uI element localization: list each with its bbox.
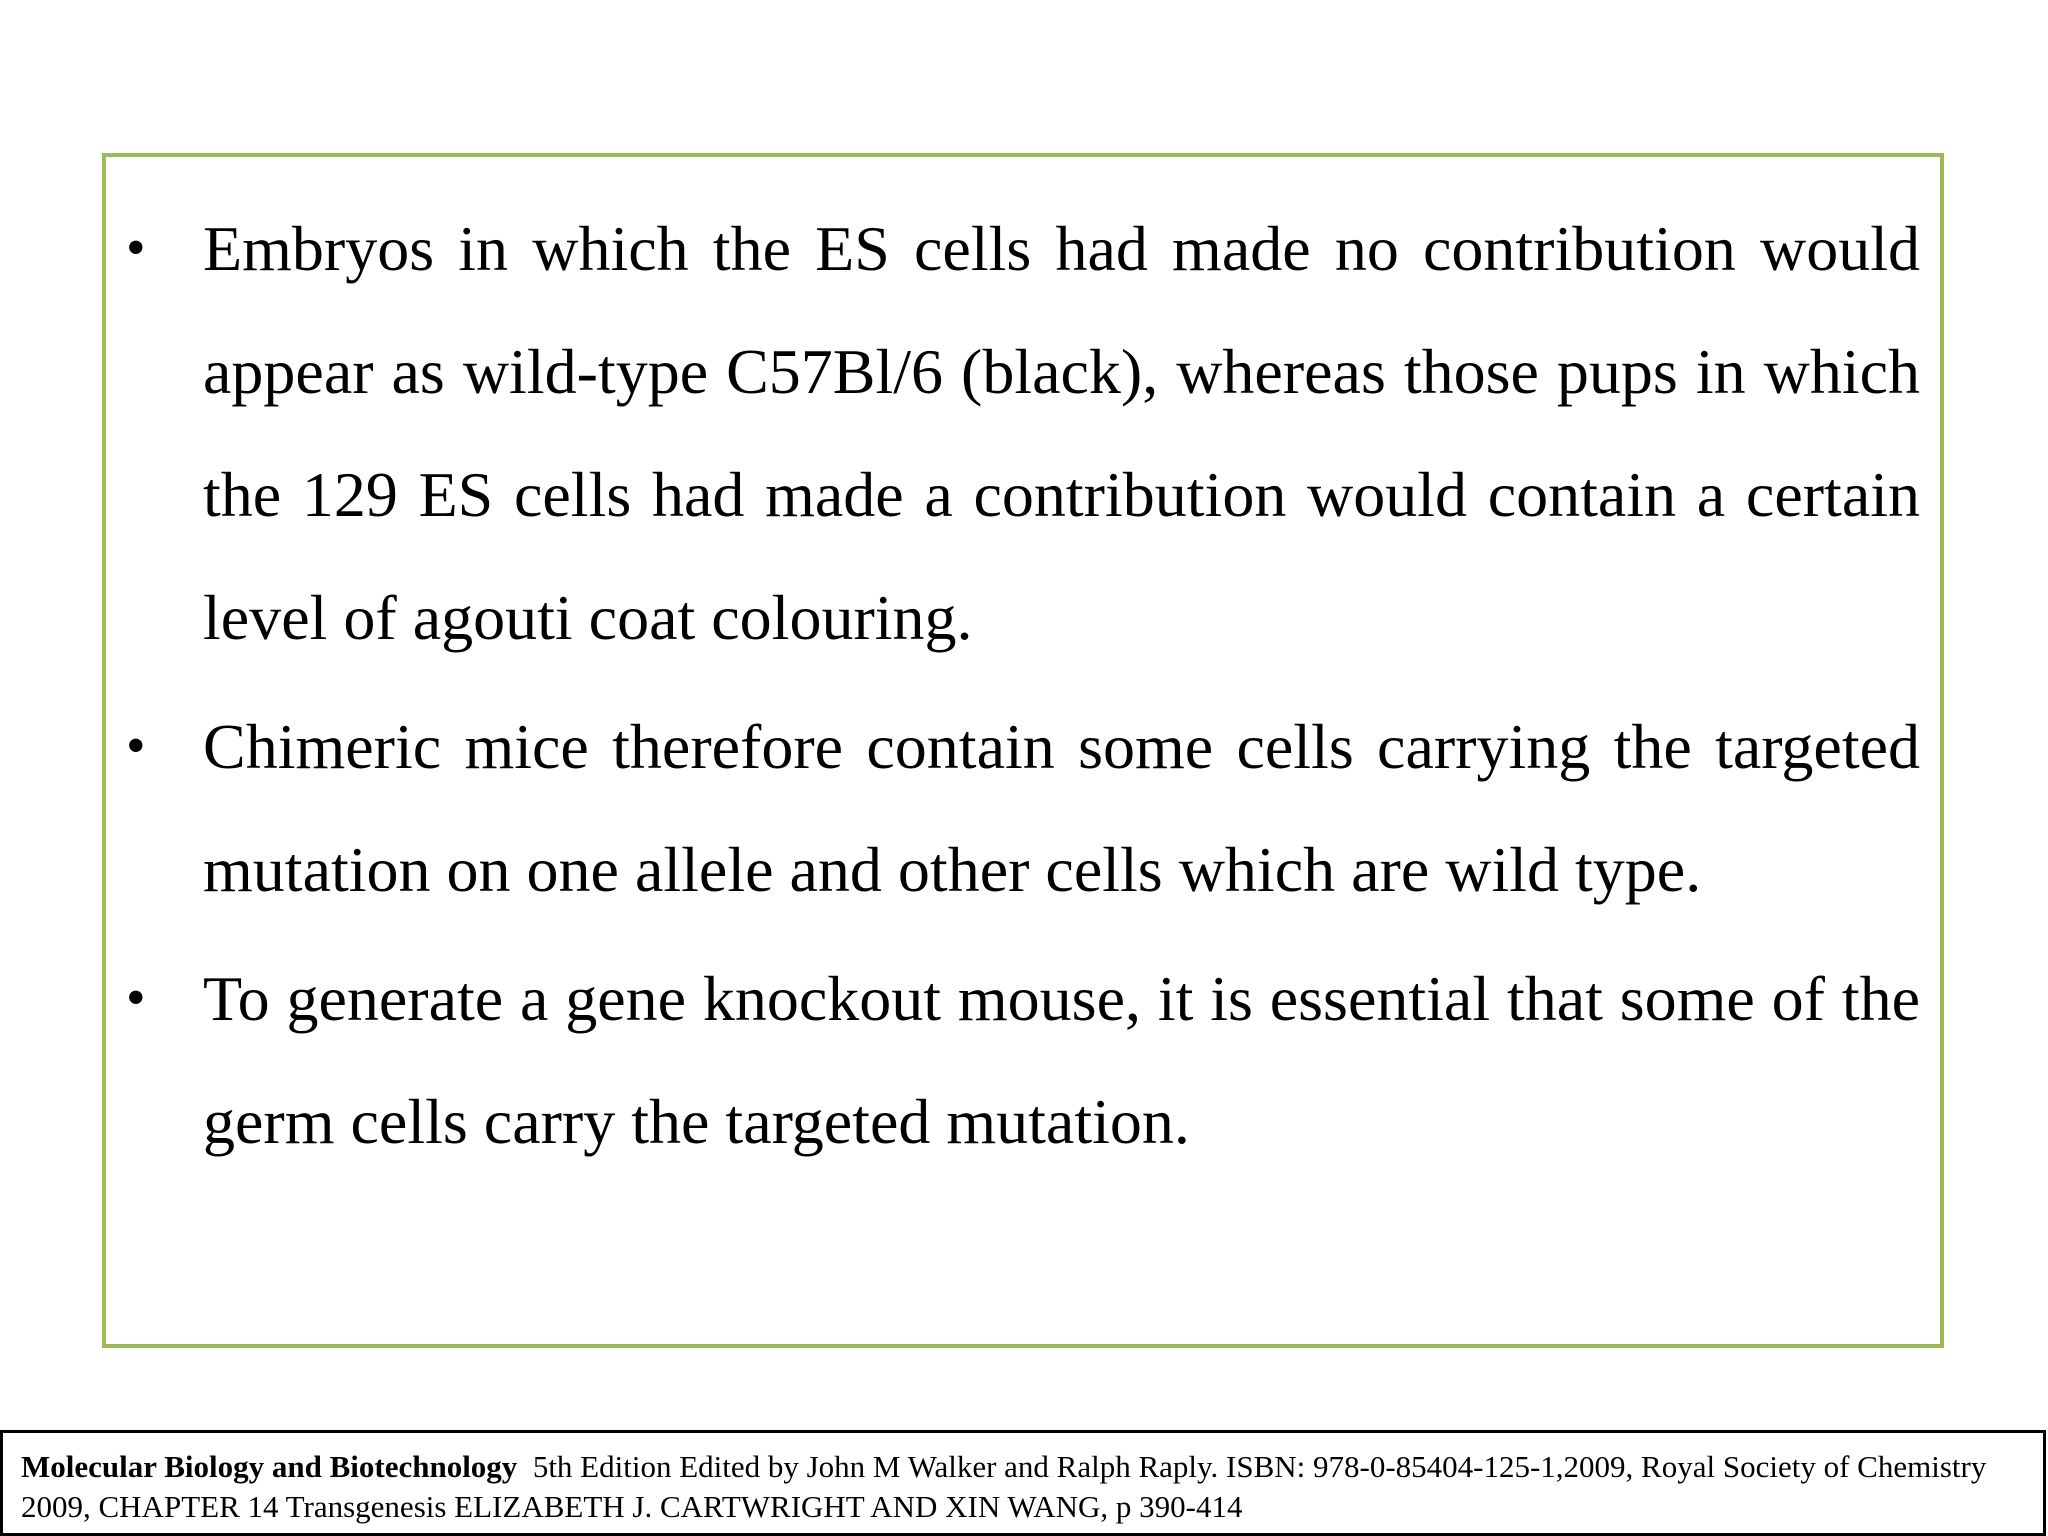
bullet-item <box>106 187 1940 679</box>
bullet-item <box>106 685 1940 931</box>
citation-box <box>0 1430 2046 1536</box>
bullet-item <box>106 937 1940 1183</box>
bullet-text: Chimeric mice therefore contain some cells carrying the targeted mutation on one allele and other cells which are wild type. <box>203 711 1920 905</box>
bullet-dot-icon: • <box>126 967 146 1029</box>
citation-title: Molecular Biology and Biotechnology <box>21 1449 518 1484</box>
content-box <box>102 153 1944 1348</box>
bullet-text: Embryos in which the ES cells had made no contribution would appear as wild-type C57Bl/6 (black), whereas those pups in which the 129 ES cells had made a contribution would contain a certain level of agouti coat colouring. <box>203 213 1920 653</box>
bullet-text: To generate a gene knockout mouse, it is essential that some of the germ cells carry the targeted mutation. <box>203 963 1920 1157</box>
bullet-dot-icon: • <box>126 715 146 777</box>
bullet-dot-icon: • <box>126 217 146 279</box>
citation-details: 5th Edition Edited by John M Walker and Ralph Raply. ISBN: 978-0-85404-125-1,2009, Royal Society of Chemistry 2009, CHAPTER 14 Transgenesis ELIZABETH J. CARTWRIGHT AND XIN WANG, p 390-414 <box>21 1449 1987 1524</box>
bullet-list <box>106 187 1940 1183</box>
